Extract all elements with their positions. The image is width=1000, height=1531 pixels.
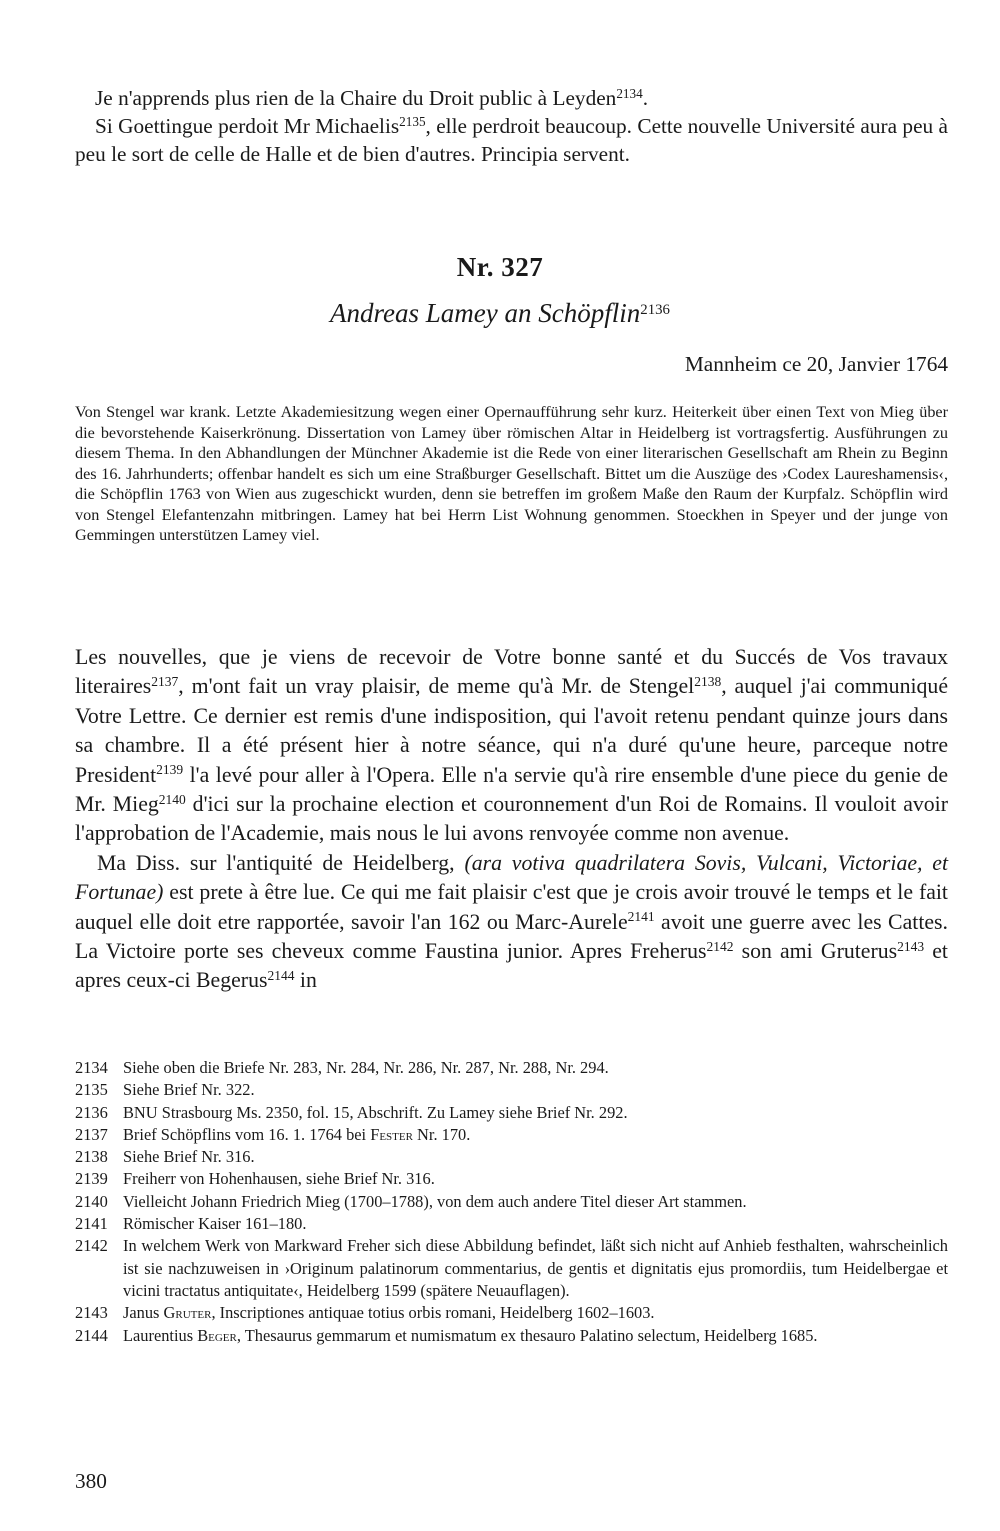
letter-paragraph-1: Les nouvelles, que je viens de recevoir de Votre bonne santé et du Succés de Vos travaux literaires$^{2137}$, m'ont fait un vray plaisir, de meme qu'à Mr. de Stengel$^{2138}$, auquel j'ai communiqué Votre Lettre. Ce dernier est remis d'une indisposition, qui l'avoit retenu pendant quinze jours dans sa chambre. Il a été présent hier à notre séance, qui n'a duré qu'une heure, parceque notre President$^{2139}$ l'a levé pour aller à l'Opera. Elle n'a servie qu'à rire ensemble d'une piece du genie de Mr. Mieg$^{2140}$ d'ici sur la prochaine election et couronnement d'un Roi de Romains. Il vouloit avoir l'approbation de l'Academie, mais nous le lui avons renvoyée comme non avenue. [75, 645, 948, 846]
footnote: 2134 Siehe oben die Briefe Nr. 283, Nr. 284, Nr. 286, Nr. 287, Nr. 288, Nr. 294. [75, 1058, 609, 1077]
footnote-ref: 2141 [627, 909, 655, 925]
footnote-ref: 2142 [706, 938, 734, 954]
footnote: 2144 Laurentius Beger, Thesaurus gemmarum et numismatum ex thesauro Palatino selectum, Heidelberg 1685. [75, 1325, 818, 1345]
footnote-ref: 2136 [640, 301, 670, 318]
letter-body [75, 643, 948, 996]
footnote: 2136 BNU Strasbourg Ms. 2350, fol. 15, Abschrift. Zu Lamey siehe Brief Nr. 292. [75, 1102, 628, 1122]
previous-letter-ending [75, 84, 948, 168]
footnote-ref: 2143 [897, 938, 925, 954]
footnote-ref: 2137 [151, 673, 179, 689]
footnote: 2139 Freiherr von Hohenhausen, siehe Brief Nr. 316. [75, 1169, 435, 1189]
footnote: 2142 In welchem Werk von Markward Freher sich diese Abbildung befindet, läßt sich nicht auf Anhieb festhalten, wahrscheinlich ist sie nachzuweisen in ›Originum palatinorum commentarius, de gentis et dignitatis ejus promordiis, tum Heidelbergae et vicini tractatus antiquitate‹, Heidelberg 1599 (spätere Neuauflagen). [75, 1236, 948, 1300]
previous-line-2: Si Goettingue perdoit Mr Michaelis$^{2135}$, elle perdroit beaucoup. Cette nouvelle Université aura peu à peu le sort de celle de Halle et de bien d'autres. Principia servent. [75, 113, 948, 166]
letter-summary: Von Stengel war krank. Letzte Akademiesitzung wegen einer Opernaufführung sehr kurz. Heiterkeit über einen Text von Mieg über die bevorstehende Kaiserkrönung. Dissertation von Lamey über römischen Altar in Heidelberg ist vortragsfertig. Ausführungen zu diesem Thema. In den Abhandlungen der Münchner Akademie ist die Rede von einer literarischen Gesellschaft am Rhein zu Beginn des 16. Jahrhunderts; offenbar handelt es sich um eine Straßburger Gesellschaft. Bittet um die Auszüge des ›Codex Laureshamensis‹, die Schöpflin 1763 von Wien aus zugeschickt wurden, denn sie betreffen im großem Maße den Raum der Kurpfalz. Schöpflin wird von Stengel Elefantenzahn mitbringen. Lamey hat bei Herrn List Wohnung genommen. Stoeckhen in Speyer und der junge von Gemmingen unterstützen Lamey viel. [75, 403, 948, 544]
footnote-ref: 2134 [616, 85, 643, 101]
footnote: 2140 Vielleicht Johann Friedrich Mieg (1700–1788), von dem auch andere Titel dieser Art stammen. [75, 1191, 747, 1211]
footnote: 2137 Brief Schöpflins vom 16. 1. 1764 bei Fester Nr. 170. [75, 1124, 471, 1144]
footnote: 2135 Siehe Brief Nr. 322. [75, 1080, 255, 1100]
footnote-ref: 2139 [156, 762, 184, 778]
footnote: 2138 Siehe Brief Nr. 316. [75, 1147, 255, 1167]
previous-line-1: Je n'apprends plus rien de la Chaire du Droit public à Leyden$^{2134}$. [95, 85, 649, 110]
letter-title: Andreas Lamey an Schöpflin$^{2136}$ [330, 298, 670, 328]
letter-number: Nr. 327 [456, 252, 544, 282]
letter-paragraph-2: Ma Diss. sur l'antiquité de Heidelberg, (ara votiva quadrilatera Sovis, Vulcani, Victoriae, et Fortunae) est prete à être lue. Ce qui me fait plaisir c'est que je crois avoir trouvé le temps et le fait auquel elle doit etre rapportée, savoir l'an 162 ou Marc-Aurele$^{2141}$ avoit une guerre avec les Cattes. La Victoire porte ses cheveux comme Faustina junior. Apres Freherus$^{2142}$ son ami Gruterus$^{2143}$ et apres ceux-ci Begerus$^{2144}$ in [75, 850, 949, 993]
place-date: Mannheim ce 20, Janvier 1764 [684, 352, 948, 376]
footnote: 2141 Römischer Kaiser 161–180. [75, 1214, 307, 1234]
footnote-ref: 2135 [399, 113, 426, 129]
footnotes [75, 1057, 948, 1347]
footnote-ref: 2138 [694, 673, 722, 689]
page-number: 380 [75, 1469, 107, 1493]
footnote-ref: 2144 [267, 968, 295, 984]
footnote-ref: 2140 [158, 791, 186, 807]
footnote: 2143 Janus Gruter, Inscriptiones antiquae totius orbis romani, Heidelberg 1602–1603. [75, 1303, 655, 1323]
